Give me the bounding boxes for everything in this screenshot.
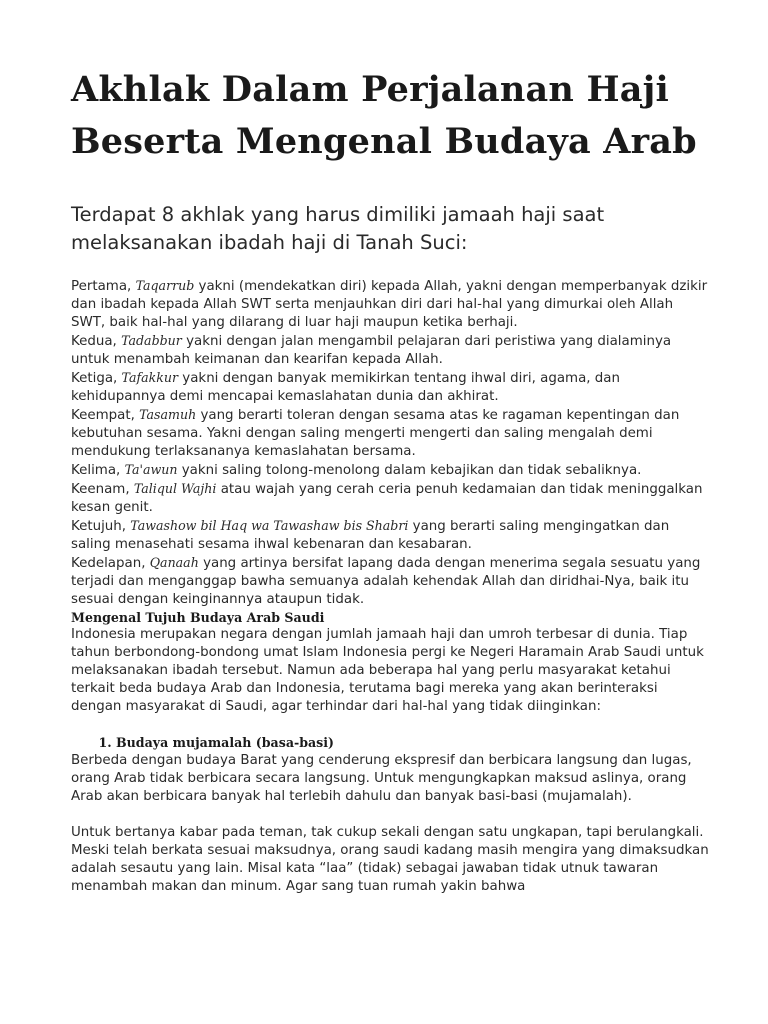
akhlak-item [71,461,711,480]
akhlak-term: Tawashow bil Haq wa Tawashaw bis Shabri [130,518,409,533]
akhlak-text: yakni dengan banyak memikirkan tentang ihwal diri, agama, dan kehidupannya demi mencapai kemaslahatan dunia dan akhirat. [71,371,620,404]
akhlak-item [71,369,711,406]
akhlak-text: yakni (mendekatkan diri) kepada Allah, yakni dengan memperbanyak dzikir dan ibadah kepada Allah SWT serta menjauhkan diri dari hal-hal yang dimurkai oleh Allah SWT, baik hal-hal yang dilarang di luar haji maupun ketika berhaji. [71,279,708,330]
akhlak-term: Tadabbur [121,333,182,348]
article-title: Akhlak Dalam Perjalanan Haji Beserta Mengenal Budaya Arab [71,69,697,162]
akhlak-term: Qanaah [149,555,199,570]
akhlak-term: Tafakkur [121,370,179,385]
akhlak-prefix: Kedua, [71,334,122,349]
budaya-list [71,734,711,752]
body-paragraph: Untuk bertanya kabar pada teman, tak cukup sekali dengan satu ungkapan, tapi berulangkali. Meski telah berkata sesuai maksudnya, orang saudi kadang masih mengira yang dimaksudkan adalah sesautu yang lain. Misal kata “laa” (tidak) sebagai jawaban tidak utnuk tawaran menambah makan dan minum. Agar sang tuan rumah yakin bahwa [71,825,709,894]
section-heading: Mengenal Tujuh Budaya Arab Saudi [71,610,325,625]
akhlak-term: Ta'awun [124,462,178,477]
akhlak-text: yakni dengan jalan mengambil pelajaran dari peristiwa yang dialaminya untuk menambah keimanan dan kearifan kepada Allah. [71,334,672,367]
article [71,64,711,896]
akhlak-text: yang artinya bersifat lapang dada dengan menerima segala sesuatu yang terjadi dan menganggap bawha semuanya adalah kehendak Allah dan diridhai-Nya, baik itu sesuai dengan keinginannya ataupun tidak. [71,556,701,607]
body-paragraph: Berbeda dengan budaya Barat yang cenderung ekspresif dan berbicara langsung dan lugas, orang Arab tidak berbicara secara langsung. Untuk mengungkapkan maksud aslinya, orang Arab akan berbicara banyak hal terlebih dahulu dan banyak basi-basi (mujamalah). [71,753,692,804]
akhlak-term: Taqarrub [135,278,195,293]
akhlak-prefix: Keempat, [71,408,140,423]
akhlak-text: yang berarti toleran dengan sesama atas ke ragaman kepentingan dan kebutuhan sesama. Yakni dengan saling mengerti mengerti dan saling mengalah demi mendukung terlaksananya kemaslahatan bersama. [71,408,680,459]
akhlak-prefix: Keenam, [71,482,134,497]
akhlak-term: Tasamuh [139,407,197,422]
article-subtitle: Terdapat 8 akhlak yang harus dimiliki jamaah haji saat melaksanakan ibadah haji di Tanah Suci: [71,203,605,254]
akhlak-item [71,406,711,461]
spacer [71,716,711,734]
akhlak-item [71,277,711,332]
akhlak-prefix: Ketiga, [71,371,122,386]
akhlak-item [71,517,711,554]
intro-paragraph: Indonesia merupakan negara dengan jumlah jamaah haji dan umroh terbesar di dunia. Tiap tahun berbondong-bondong umat Islam Indonesia pergi ke Negeri Haramain Arab Saudi untuk melaksanakan ibadah tersebut. Namun ada beberapa hal yang perlu masyarakat ketahui terkait beda budaya Arab dan Indonesia, terutama bagi mereka yang akan berinteraksi dengan masyarakat di Saudi, agar terhindar dari hal-hal yang tidak diinginkan: [71,627,704,714]
akhlak-prefix: Pertama, [71,279,136,294]
akhlak-text: atau wajah yang cerah ceria penuh kedamaian dan tidak meninggalkan kesan genit. [71,482,703,515]
akhlak-term: Taliqul Wajhi [133,481,217,496]
akhlak-text: yakni saling tolong-menolong dalam kebajikan dan tidak sebaliknya. [177,463,642,478]
akhlak-prefix: Kelima, [71,463,125,478]
akhlak-text: yang berarti saling mengingatkan dan saling menasehati sesama ihwal kebenaran dan kesabaran. [71,519,670,552]
akhlak-item [71,480,711,517]
akhlak-item [71,332,711,369]
akhlak-prefix: Kedelapan, [71,556,150,571]
article-body [71,277,711,896]
akhlak-item [71,554,711,609]
spacer [71,806,711,824]
akhlak-list [71,277,711,609]
akhlak-prefix: Ketujuh, [71,519,131,534]
budaya-list-item: 1. Budaya mujamalah (basa-basi) [116,734,711,752]
